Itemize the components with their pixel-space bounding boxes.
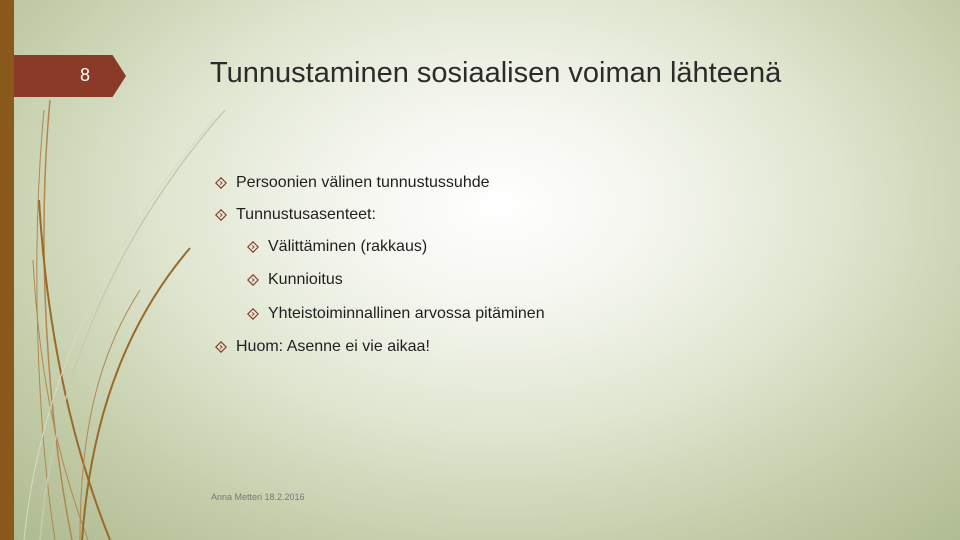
diamond-outline-icon	[215, 341, 227, 353]
diamond-outline-icon	[247, 274, 259, 286]
sub-bullet-item	[247, 238, 427, 256]
bullet-text: Persoonien välinen tunnustussuhde	[236, 174, 490, 191]
sub-bullet-item	[247, 271, 343, 289]
bullet-text: Kunnioitus	[268, 271, 343, 288]
bullet-item	[215, 174, 490, 192]
bullet-text: Huom: Asenne ei vie aikaa!	[236, 338, 430, 355]
bullet-text: Tunnustusasenteet:	[236, 206, 376, 223]
sub-bullet-item	[247, 305, 545, 323]
bullet-item	[215, 206, 376, 224]
bullet-text: Yhteistoiminnallinen arvossa pitäminen	[268, 305, 545, 322]
diamond-outline-icon	[247, 241, 259, 253]
slide-footer: Anna Metteri 18.2.2016	[211, 492, 305, 502]
diamond-outline-icon	[215, 209, 227, 221]
diamond-outline-icon	[215, 177, 227, 189]
diamond-outline-icon	[247, 308, 259, 320]
left-accent-bar	[0, 0, 14, 540]
bullet-item	[215, 338, 430, 356]
bullet-text: Välittäminen (rakkaus)	[268, 238, 428, 255]
slide-number-tab	[14, 55, 126, 97]
slide-number: 8	[80, 65, 91, 85]
slide-title: Tunnustaminen sosiaalisen voiman lähteenä	[210, 57, 782, 89]
